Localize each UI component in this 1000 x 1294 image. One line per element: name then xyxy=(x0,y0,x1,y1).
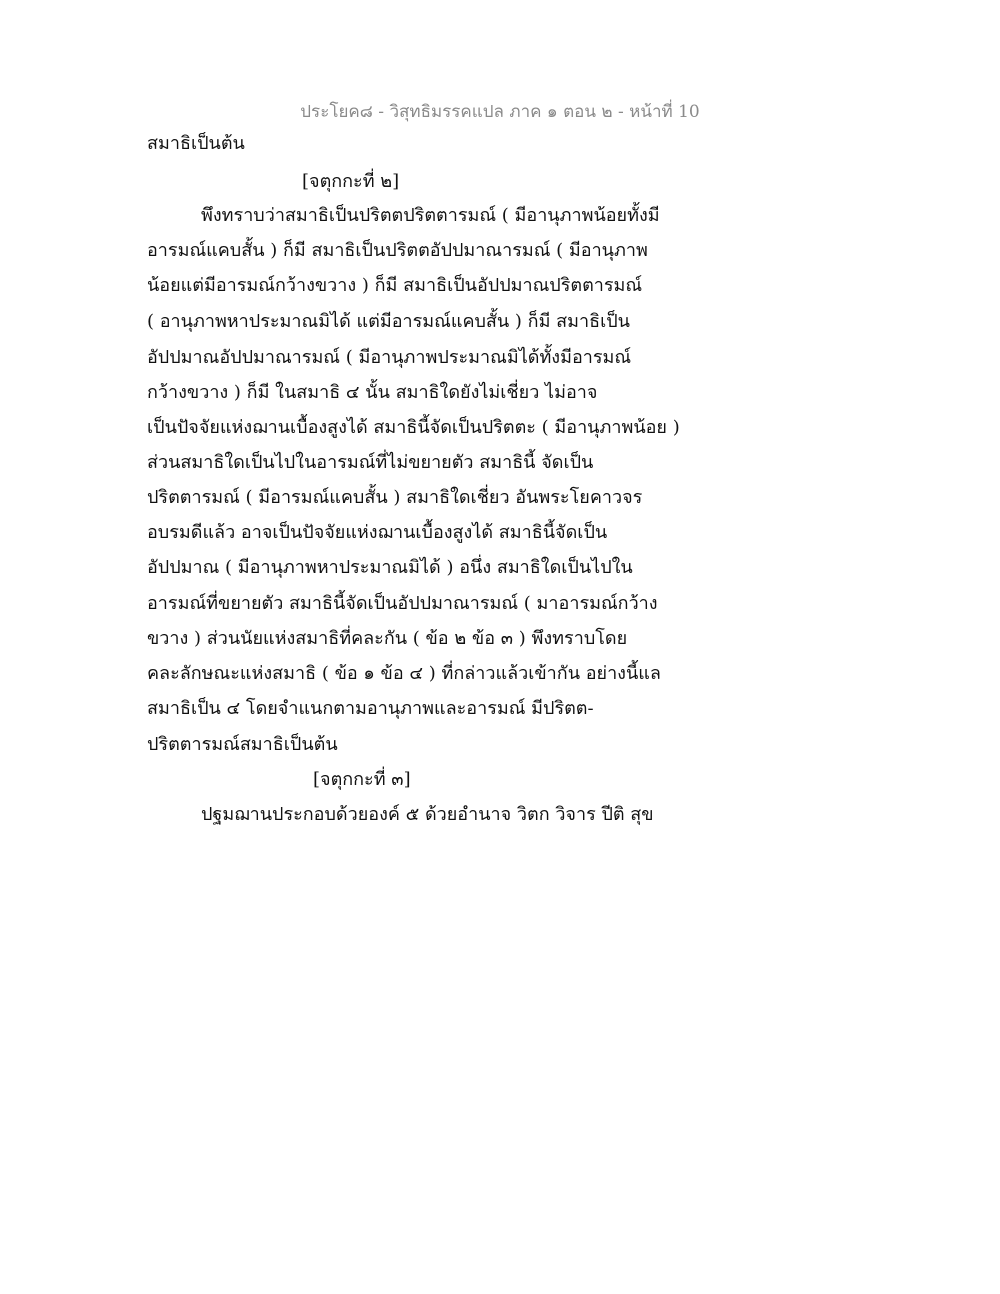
continuation-line: สมาธิเป็นต้น xyxy=(147,133,245,154)
paragraph-line: อัปปมาณอัปปมาณารมณ์ ( มีอานุภาพประมาณมิได้ทั้งมีอารมณ์ xyxy=(147,347,632,368)
paragraph-line: พึงทราบว่าสมาธิเป็นปริตตปริตตารมณ์ ( มีอานุภาพน้อยทั้งมี xyxy=(201,205,660,226)
paragraph-line: อัปปมาณ ( มีอานุภาพหาประมาณมิได้ ) อนึ่ง สมาธิใดเป็นไปใน xyxy=(147,557,633,578)
paragraph-line: ปฐมฌานประกอบด้วยองค์ ๕ ด้วยอำนาจ วิตก วิจาร ปีติ สุข xyxy=(201,804,654,825)
paragraph-line: น้อยแต่มีอารมณ์กว้างขวาง ) ก็มี สมาธิเป็นอัปปมาณปริตตารมณ์ xyxy=(147,275,643,296)
running-header: ประโยค๘ - วิสุทธิมรรคแปล ภาค ๑ ตอน ๒ - หน้าที่ 10 xyxy=(300,102,700,122)
paragraph-line: ขวาง ) ส่วนนัยแห่งสมาธิที่คละกัน ( ข้อ ๒ ข้อ ๓ ) พึงทราบโดย xyxy=(147,628,628,649)
paragraph-line: สมาธิเป็น ๔ โดยจำแนกตามอานุภาพและอารมณ์ มีปริตต- xyxy=(147,698,594,719)
paragraph-line: กว้างขวาง ) ก็มี ในสมาธิ ๔ นั้น สมาธิใดยังไม่เชี่ยว ไม่อาจ xyxy=(147,382,598,403)
section-heading-2: [จตุกกะที่ ๒] xyxy=(302,171,400,192)
section-heading-3: [จตุกกะที่ ๓] xyxy=(313,769,411,790)
paragraph-line: เป็นปัจจัยแห่งฌานเบื้องสูงได้ สมาธินี้จัดเป็นปริตตะ ( มีอานุภาพน้อย ) xyxy=(147,417,680,438)
paragraph-line: อารมณ์ที่ขยายตัว สมาธินี้จัดเป็นอัปปมาณารมณ์ ( มาอารมณ์กว้าง xyxy=(147,593,658,614)
paragraph-line: อารมณ์แคบสั้น ) ก็มี สมาธิเป็นปริตตอัปปมาณารมณ์ ( มีอานุภาพ xyxy=(147,240,648,261)
paragraph-line: ส่วนสมาธิใดเป็นไปในอารมณ์ที่ไม่ขยายตัว สมาธินี้ จัดเป็น xyxy=(147,452,594,473)
paragraph-line: คละลักษณะแห่งสมาธิ ( ข้อ ๑ ข้อ ๔ ) ที่กล่าวแล้วเข้ากัน อย่างนี้แล xyxy=(147,663,661,684)
paragraph-line: ปริตตารมณ์ ( มีอารมณ์แคบสั้น ) สมาธิใดเชี่ยว อันพระโยคาวจร xyxy=(147,487,643,508)
paragraph-line: ปริตตารมณ์สมาธิเป็นต้น xyxy=(147,734,338,755)
paragraph-line: ( อานุภาพหาประมาณมิได้ แต่มีอารมณ์แคบสั้น ) ก็มี สมาธิเป็น xyxy=(147,311,630,332)
paragraph-line: อบรมดีแล้ว อาจเป็นปัจจัยแห่งฌานเบื้องสูงได้ สมาธินี้จัดเป็น xyxy=(147,522,608,543)
